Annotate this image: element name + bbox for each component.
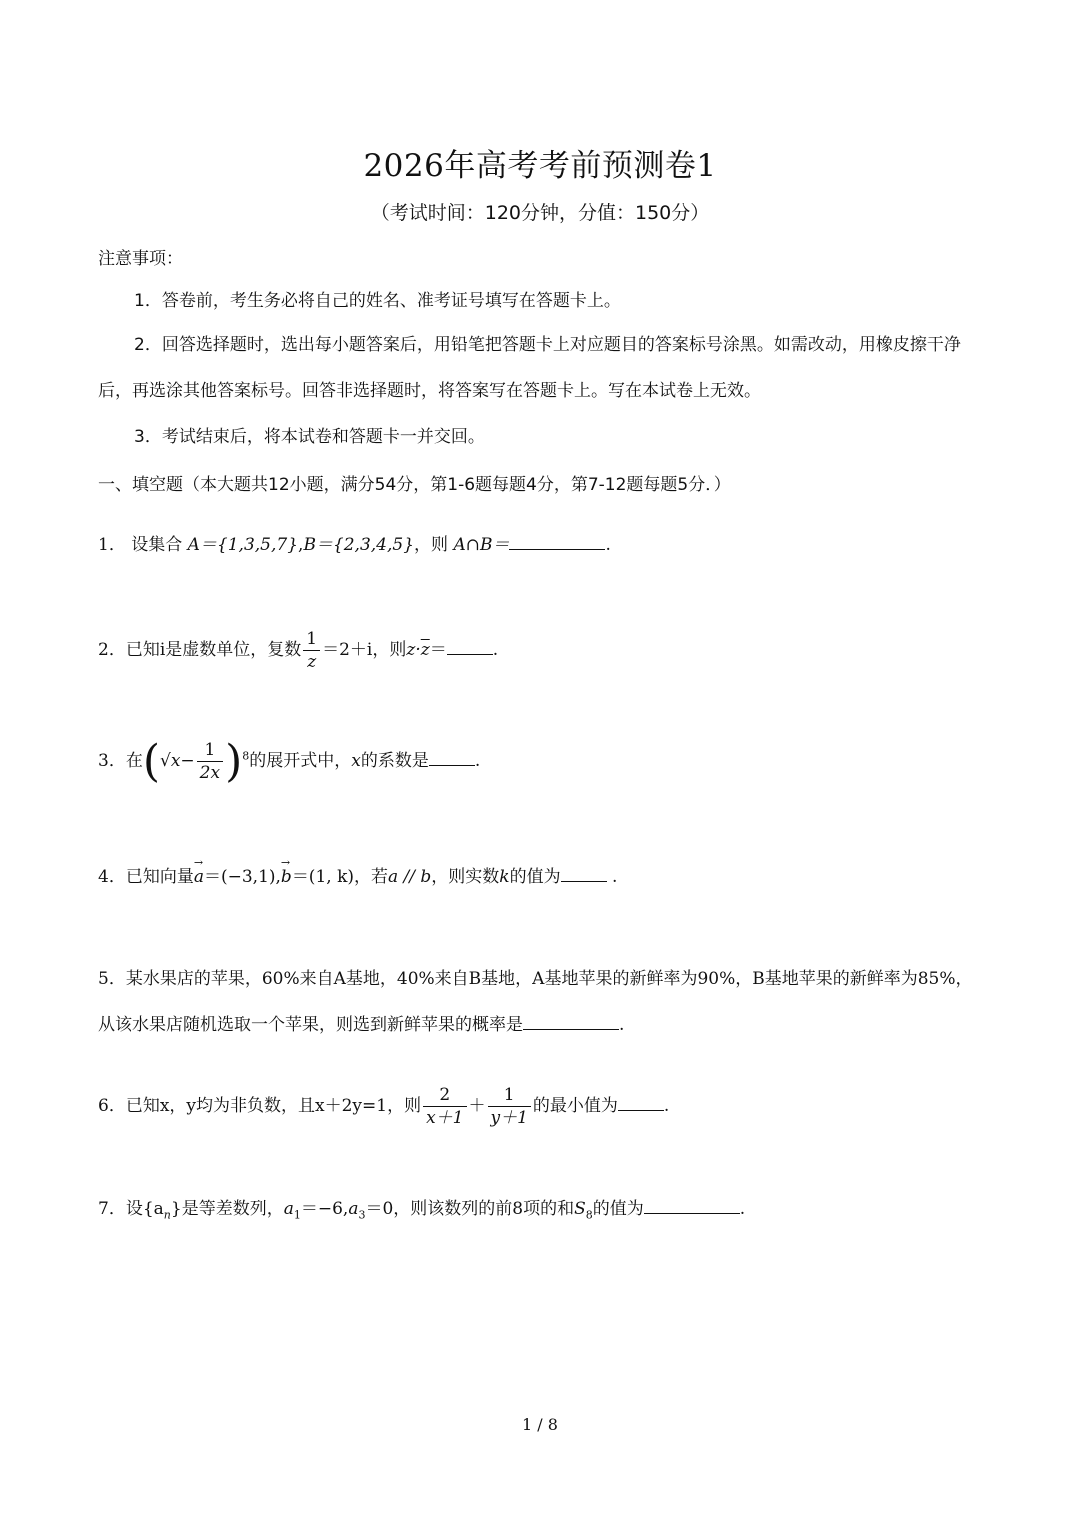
conjugate-z: $\overline{z}$ [420, 640, 430, 660]
equation-rhs: ＝2＋i [322, 640, 373, 660]
question-number: 4． [98, 867, 126, 887]
fraction-numerator: 2 [423, 1084, 466, 1107]
answer-blank[interactable] [618, 1092, 664, 1111]
question-text: 某水果店的苹果，60%来自A基地，40%来自B基地，A基地苹果的新鲜率为90%，B基地苹果的新鲜率为85%，从该水果店随机选取一个苹果，则选到新鲜苹果的概率是 [98, 969, 973, 1035]
separator: , [298, 535, 304, 555]
condition-label: ，若 [354, 867, 389, 887]
notice-item-1: 1．答卷前，考生务必将自己的姓名、准考证号填写在答题卡上。 [134, 291, 621, 311]
answer-blank[interactable] [644, 1195, 740, 1214]
vector-a-value: ＝(−3,1), [203, 867, 281, 887]
fraction-numerator: 1 [303, 628, 320, 651]
answer-blank[interactable] [523, 1011, 619, 1030]
notice-item-2: 2．回答选择题时，选出每小题答案后，用铅笔把答题卡上对应题目的答案标号涂黑。如需改动，用橡皮擦干净后，再选涂其他答案标号。回答非选择题时，将答案写在答题卡上。写在本试卷上无效。 [98, 335, 961, 401]
page-title: 2026年高考考前预测卷1 [363, 148, 717, 184]
expression-a: z· [406, 640, 421, 660]
question-tail: 的最小值为 [532, 1096, 618, 1116]
variable-k: k [499, 867, 510, 887]
exam-subtitle: （考试时间：120分钟，分值：150分） [370, 202, 710, 224]
question-end: . [612, 867, 618, 887]
right-paren: ) [225, 736, 243, 787]
fraction [303, 628, 320, 673]
question-7 [98, 1194, 988, 1221]
question-stem: 已知x，y均为非负数，且x＋2y=1，则 [125, 1096, 422, 1116]
term-a3: a [348, 1199, 359, 1219]
plus-sign: ＋ [468, 1096, 486, 1116]
subscript-8: 8 [585, 1208, 593, 1222]
fraction [197, 739, 223, 784]
question-end: . [492, 640, 499, 660]
fraction-denominator: 2x [199, 763, 221, 783]
question-end: . [663, 1096, 670, 1116]
question-3 [98, 736, 988, 787]
question-stem: 在 [125, 751, 143, 771]
minus-sign: − [180, 751, 195, 771]
left-paren: ( [142, 736, 160, 787]
question-then: ，则 [414, 535, 449, 555]
question-end: . [619, 1015, 625, 1035]
question-stem: 设集合 [131, 535, 183, 555]
question-number: 7． [98, 1199, 126, 1219]
fraction-denominator: z [307, 652, 317, 672]
question-5 [98, 956, 988, 1048]
parallel-relation: a // b [388, 867, 432, 887]
answer-blank[interactable] [429, 747, 475, 766]
set-b: B＝{2,3,4,5} [303, 535, 415, 555]
question-end: . [605, 535, 611, 555]
fraction-denominator: y＋1 [490, 1108, 528, 1128]
notice-heading: 注意事项： [98, 249, 183, 269]
expression-eq: ＝ [429, 640, 447, 660]
set-a: A＝{1,3,5,7} [187, 535, 299, 555]
question-tail-2: 的值为 [592, 1199, 644, 1219]
expression: A∩B＝ [453, 535, 510, 555]
question-tail: 的值为 [509, 867, 561, 887]
sum-s: S [574, 1199, 586, 1219]
variable-x: x [351, 751, 361, 771]
fraction-numerator: 1 [197, 739, 223, 762]
question-number: 1． [98, 535, 126, 555]
vector-a: → a [194, 867, 204, 887]
question-tail-2: 的系数是 [360, 751, 429, 771]
term-a1: a [283, 1199, 294, 1219]
subscript-1: 1 [293, 1208, 301, 1222]
fraction-numerator: 1 [488, 1084, 531, 1107]
question-stem: 设{a [125, 1199, 164, 1219]
question-6 [98, 1084, 988, 1129]
fraction-1 [423, 1084, 466, 1129]
vector-b-value: ＝(1, k) [291, 867, 355, 887]
question-tail: 的展开式中， [249, 751, 352, 771]
notice-item-3: 3．考试结束后，将本试卷和答题卡一并交回。 [134, 427, 485, 447]
question-number: 2． [98, 640, 126, 660]
question-stem: 已知i是虚数单位，复数 [125, 640, 302, 660]
vector-b: → b [281, 867, 292, 887]
fraction-2 [488, 1084, 531, 1129]
sqrt-x: √x [160, 751, 181, 771]
answer-blank[interactable] [447, 636, 493, 655]
fraction-denominator: x＋1 [426, 1108, 464, 1128]
question-end: . [739, 1199, 746, 1219]
question-1 [98, 530, 988, 555]
section-heading: 一、填空题（本大题共12小题，满分54分，第1-6题每题4分，第7-12题每题5分．） [98, 475, 731, 495]
question-then: ，则 [372, 640, 407, 660]
term-a3-value: ＝0 [365, 1199, 394, 1219]
question-stem-2: }是等差数列， [170, 1199, 284, 1219]
term-a1-value: ＝−6, [300, 1199, 349, 1219]
answer-blank[interactable] [561, 863, 607, 882]
subscript-n: n [163, 1208, 171, 1222]
question-number: 5． [98, 969, 126, 989]
question-end: . [474, 751, 481, 771]
question-number: 6． [98, 1096, 126, 1116]
question-4 [98, 862, 988, 887]
question-number: 3． [98, 751, 126, 771]
question-2 [98, 628, 988, 673]
question-then: ，则实数 [431, 867, 500, 887]
answer-blank[interactable] [509, 531, 605, 550]
subscript-3: 3 [358, 1208, 366, 1222]
question-stem: 已知向量 [125, 867, 194, 887]
page-number: 1 / 8 [522, 1415, 558, 1434]
question-tail: ，则该数列的前8项的和 [393, 1199, 575, 1219]
exponent: 8 [242, 749, 250, 763]
